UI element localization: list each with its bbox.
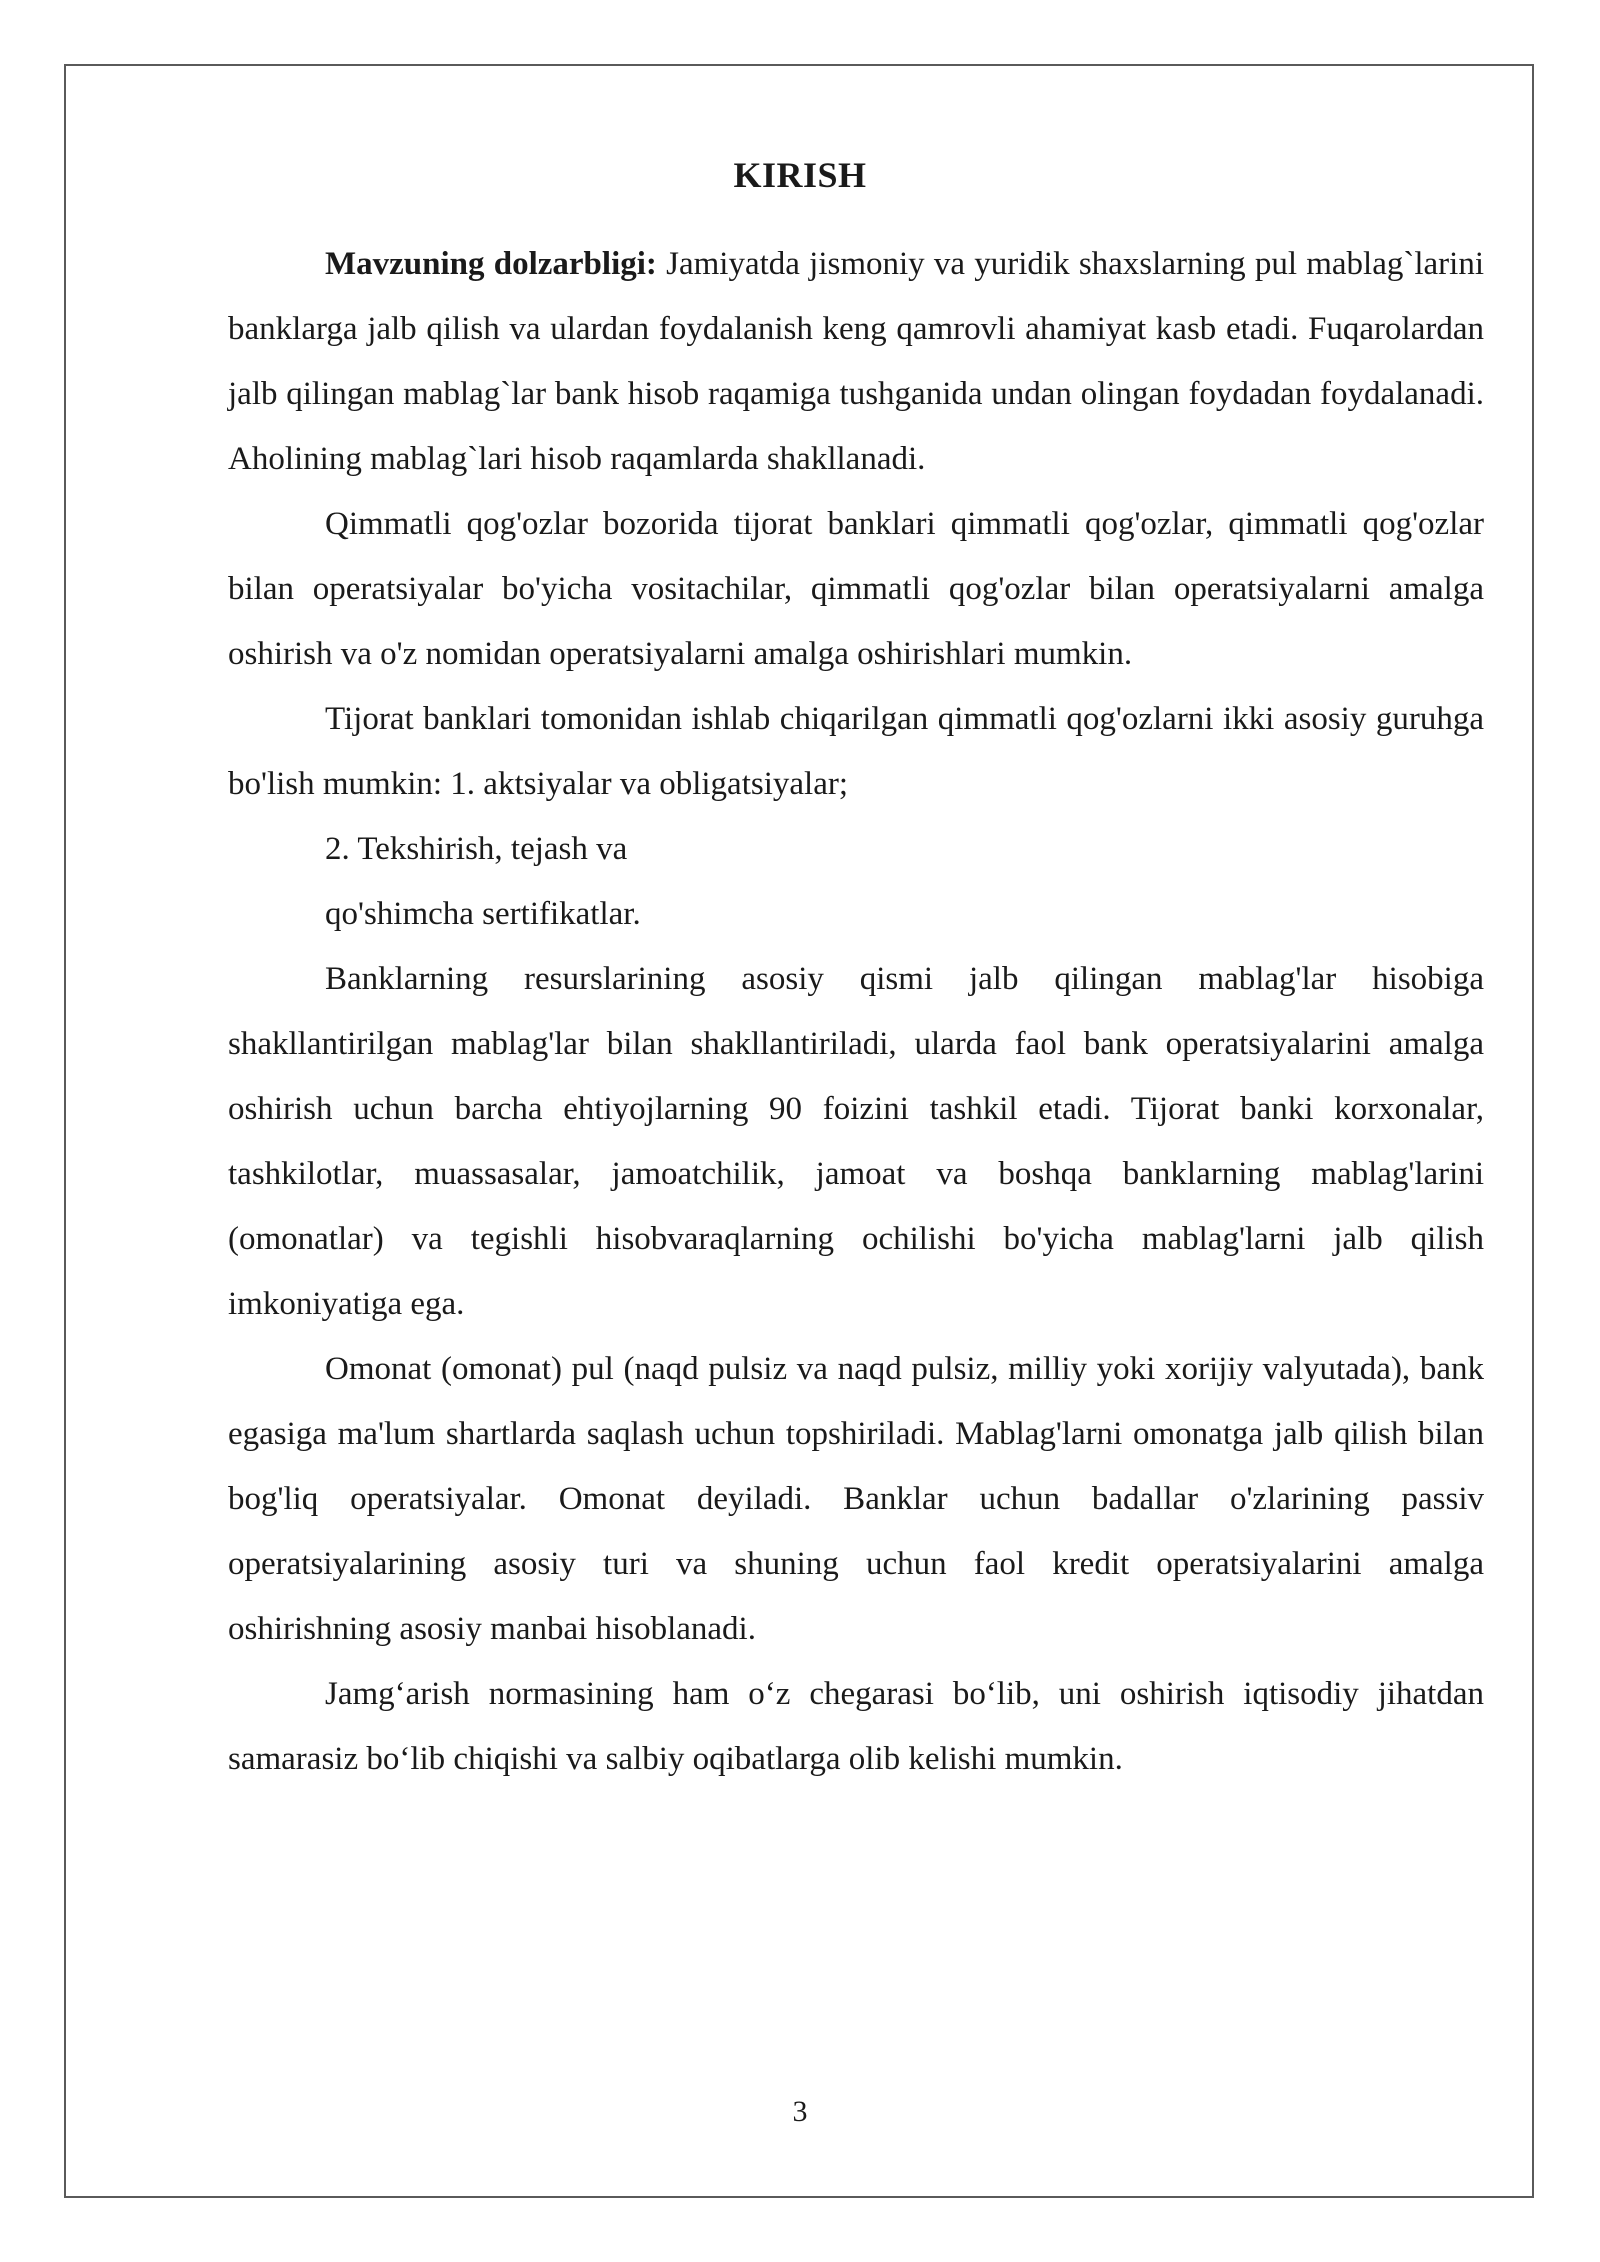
page-title: KIRISH xyxy=(733,155,867,195)
paragraph-relevance xyxy=(228,232,1484,492)
paragraph-securities-market: Qimmatli qog'ozlar bozorida tijorat banklari qimmatli qog'ozlar, qimmatli qog'ozlar bilan operatsiyalar bo'yicha vositachilar, qimmatli qog'ozlar bilan operatsiyalarni amalga oshirish va o'z nomidan operatsiyalarni amalga oshirishlari mumkin. xyxy=(228,506,1484,672)
paragraph-deposit: Omonat (omonat) pul (naqd pulsiz va naqd pulsiz, milliy yoki xorijiy valyutada), bank egasiga ma'lum shartlarda saqlash uchun topshiriladi. Mablag'larni omonatga jalb qilish bilan bog'liq operatsiyalar. Omonat deyiladi. Banklar uchun badallar o'zlarining passiv operatsiyalarining asosiy turi va shuning uchun faol kredit operatsiyalarini amalga oshirishning asosiy manbai hisoblanadi. xyxy=(228,1351,1484,1647)
paragraph-securities-groups: Tijorat banklari tomonidan ishlab chiqarilgan qimmatli qog'ozlarni ikki asosiy guruhga bo'lish mumkin: 1. aktsiyalar va obligatsiyalar; xyxy=(228,701,1484,802)
page-number: 3 xyxy=(792,2095,808,2128)
paragraph-savings-rate: Jamg‘arish normasining ham o‘z chegarasi bo‘lib, uni oshirish iqtisodiy jihatdan samarasiz bo‘lib chiqishi va salbiy oqibatlarga olib kelishi mumkin. xyxy=(228,1676,1484,1777)
paragraph-text: Jamiyatda jismoniy va yuridik shaxslarning pul mablag`larini banklarga jalb qilish va ulardan foydalanish keng qamrovli ahamiyat kasb etadi. Fuqarolardan jalb qilingan mablag`lar bank hisob raqamiga tushganida undan olingan foydadan foydalanadi. Aholining mablag`lari hisob raqamlarda shakllanadi. xyxy=(228,246,1485,477)
paragraph-bank-resources: Banklarning resurslarining asosiy qismi jalb qilingan mablag'lar hisobiga shakllantirilgan mablag'lar bilan shakllantiriladi, ularda faol bank operatsiyalarini amalga oshirish uchun barcha ehtiyojlarning 90 foizini tashkil etadi. Tijorat banki korxonalar, tashkilotlar, muassasalar, jamoatchilik, jamoat va boshqa banklarning mablag'larini (omonatlar) va tegishli hisobvaraqlarning ochilishi bo'yicha mablag'larni jalb qilish imkoniyatiga ega. xyxy=(228,961,1484,1322)
document-body xyxy=(228,232,1484,1792)
paragraph-lead: Mavzuning dolzarbligi: xyxy=(325,246,657,282)
list-line-certificates: qo'shimcha sertifikatlar. xyxy=(325,896,641,932)
list-line-2: 2. Tekshirish, tejash va xyxy=(325,831,628,867)
